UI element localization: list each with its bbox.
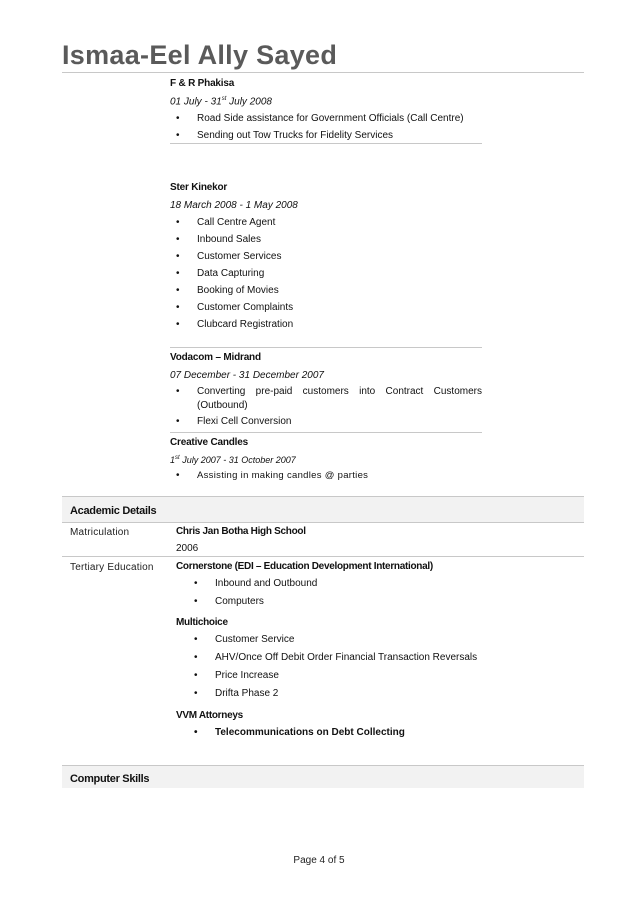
list-item: • Price Increase [188, 669, 477, 687]
list-item: • Road Side assistance for Government Officials (Call Centre) [170, 110, 482, 127]
vvm-courses [188, 726, 405, 744]
list-item: • Customer Service [188, 633, 477, 651]
job-duties [170, 110, 482, 144]
academic-section-header [62, 496, 584, 523]
list-item: • Assisting in making candles @ parties [170, 469, 482, 483]
section-title: Computer Skills [70, 773, 150, 785]
page-number: Page 4 of 5 [293, 855, 345, 866]
vvm-institution: VVM Attorneys [176, 710, 243, 721]
list-item: • Booking of Movies [170, 282, 482, 299]
list-item: • Inbound and Outbound [188, 577, 317, 595]
matric-year: 2006 [176, 543, 199, 554]
list-item: • Converting pre-paid customers into Contract Customers (Outbound) [170, 385, 482, 413]
job-company: F & R Phakisa [170, 78, 235, 89]
cornerstone-institution: Cornerstone (EDI – Education Development International) [176, 561, 433, 572]
job-entry [170, 437, 482, 483]
list-item: • Clubcard Registration [170, 316, 482, 333]
job-duties [170, 385, 482, 429]
candidate-name: Ismaa-Eel Ally Sayed [62, 40, 338, 70]
computer-section-header [62, 765, 584, 788]
list-item: • AHV/Once Off Debit Order Financial Transaction Reversals [188, 651, 477, 669]
list-item: • Drifta Phase 2 [188, 687, 477, 705]
list-item: • Inbound Sales [170, 231, 482, 248]
tertiary-label: Tertiary Education [70, 562, 154, 573]
job-company: Vodacom – Midrand [170, 352, 261, 363]
job-company: Ster Kinekor [170, 182, 228, 193]
list-item: • Call Centre Agent [170, 214, 482, 231]
job-date: 07 December - 31 December 2007 [170, 370, 324, 381]
name-divider [62, 72, 584, 73]
list-item: • Computers [188, 595, 317, 613]
list-item: • Data Capturing [170, 265, 482, 282]
job-date: 01 July - 31st July 2008 [170, 96, 272, 108]
job-entry [170, 182, 482, 333]
job-date: 1st July 2007 - 31 October 2007 [170, 455, 296, 465]
job-duties [170, 469, 482, 483]
divider [62, 522, 584, 523]
cornerstone-courses [188, 577, 317, 613]
divider [170, 347, 482, 348]
job-entry [170, 352, 482, 429]
list-item: • Customer Services [170, 248, 482, 265]
matric-school: Chris Jan Botha High School [176, 526, 306, 537]
job-entry [170, 78, 482, 144]
list-item: • Flexi Cell Conversion [170, 415, 482, 429]
matriculation-label: Matriculation [70, 527, 130, 538]
job-duties [170, 214, 482, 333]
divider [170, 432, 482, 433]
multichoice-courses [188, 633, 477, 705]
job-company: Creative Candles [170, 437, 248, 448]
list-item: • Sending out Tow Trucks for Fidelity Services [170, 127, 482, 144]
section-title: Academic Details [70, 505, 157, 517]
multichoice-institution: Multichoice [176, 617, 228, 628]
job-date: 18 March 2008 - 1 May 2008 [170, 200, 298, 211]
list-item: • Telecommunications on Debt Collecting [188, 726, 405, 744]
divider [170, 143, 482, 144]
list-item: • Customer Complaints [170, 299, 482, 316]
divider [62, 556, 584, 557]
